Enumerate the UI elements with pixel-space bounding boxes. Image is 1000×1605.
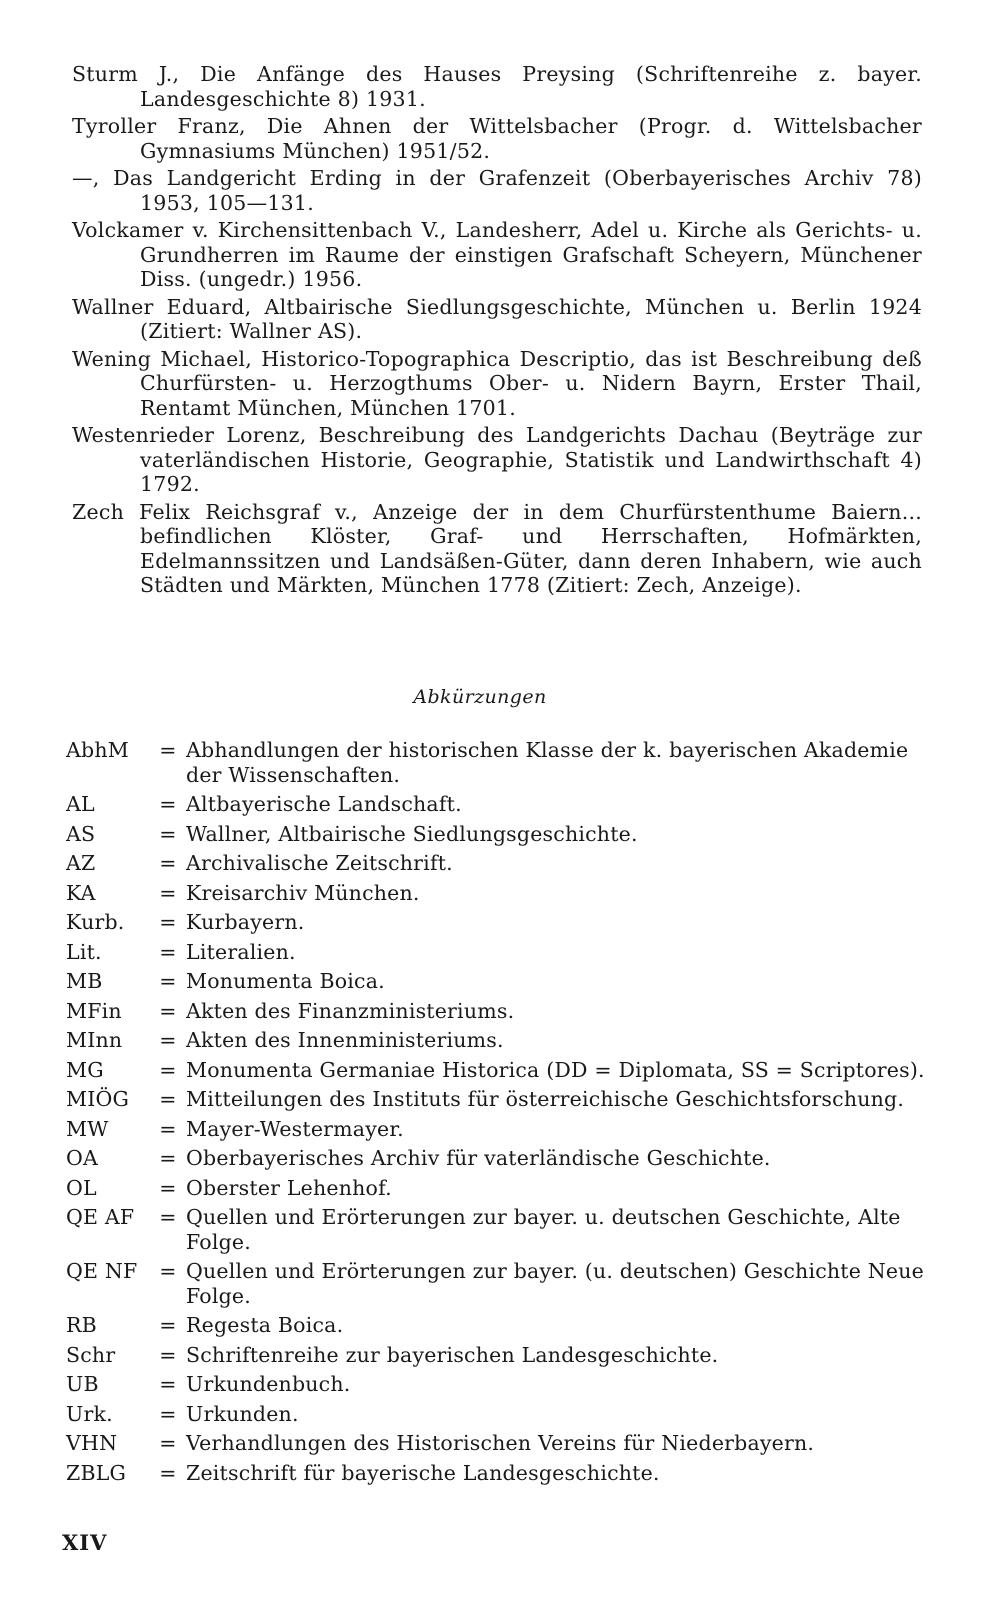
abbreviation-row: [66, 1343, 926, 1368]
abbreviation-definition: Akten des Finanzministeriums.: [186, 998, 515, 1023]
bibliography-list: [72, 62, 922, 601]
abbreviation-equals: =: [159, 880, 177, 905]
abbreviation-definition: Archivalische Zeitschrift.: [186, 851, 453, 875]
abbreviation-definition: Urkundenbuch.: [186, 1372, 351, 1396]
abbreviation-key: MFin: [66, 998, 122, 1023]
abbreviation-key: QE NF: [66, 1259, 138, 1283]
abbreviation-key: MB: [66, 969, 103, 993]
abbreviations-heading: Abkürzungen: [413, 686, 547, 708]
abbreviation-equals: =: [159, 910, 177, 934]
abbreviation-equals: =: [159, 1146, 177, 1170]
abbreviation-row: [66, 1117, 926, 1142]
abbreviation-key: QE AF: [66, 1205, 135, 1229]
abbreviation-definition: Altbayerische Landschaft.: [186, 792, 462, 816]
abbreviation-row: [66, 1431, 926, 1456]
abbreviation-row: [66, 1028, 926, 1053]
abbreviation-key: RB: [66, 1313, 97, 1337]
abbreviation-row: [66, 822, 926, 847]
abbreviation-equals: =: [159, 851, 177, 875]
abbreviation-row: [66, 881, 926, 906]
abbreviation-key: Urk.: [66, 1401, 113, 1426]
abbreviation-key: MIÖG: [66, 1087, 130, 1111]
abbreviation-definition: Zeitschrift für bayerische Landesgeschichte.: [186, 1460, 660, 1485]
abbreviation-equals: =: [159, 1313, 177, 1337]
abbreviation-equals: =: [159, 1372, 177, 1396]
abbreviation-key: OA: [66, 1146, 99, 1170]
abbreviation-definition: Akten des Innenministeriums.: [186, 1028, 504, 1052]
abbreviation-key: OL: [66, 1175, 97, 1200]
abbreviation-definition: Mitteilungen des Instituts für österreichische Geschichtsforschung.: [186, 1087, 905, 1111]
abbreviation-row: [66, 1146, 926, 1171]
bibliography-entry: Wallner Eduard, Altbairische Siedlungsgeschichte, München u. Berlin 1924 (Zitiert: Wallner AS).: [72, 294, 922, 343]
abbreviation-equals: =: [159, 1401, 177, 1426]
abbreviation-row: [66, 851, 926, 876]
bibliography-entry: Tyroller Franz, Die Ahnen der Wittelsbacher (Progr. d. Wittelsbacher Gymnasiums München) 1951/52.: [72, 114, 922, 163]
abbreviation-definition: Quellen und Erörterungen zur bayer. (u. deutschen) Geschichte Neue Folge.: [186, 1259, 924, 1308]
abbreviation-row: [66, 1259, 926, 1308]
abbreviation-key: Kurb.: [66, 910, 125, 934]
abbreviation-definition: Monumenta Germaniae Historica (DD = Diplomata, SS = Scriptores).: [186, 1057, 925, 1082]
abbreviation-key: MInn: [66, 1028, 123, 1052]
bibliography-entry: Sturm J., Die Anfänge des Hauses Preysing (Schriftenreihe z. bayer. Landesgeschichte 8) 1931.: [72, 62, 922, 111]
abbreviation-key: AS: [66, 821, 96, 846]
abbreviation-definition: Urkunden.: [186, 1401, 299, 1426]
abbreviation-key: Schr: [66, 1342, 116, 1367]
abbreviation-definition: Oberbayerisches Archiv für vaterländische Geschichte.: [186, 1146, 771, 1170]
abbreviation-equals: =: [159, 1087, 177, 1111]
page-number: XIV: [62, 1530, 108, 1555]
abbreviation-equals: =: [159, 821, 177, 846]
abbreviation-key: MG: [66, 1057, 104, 1082]
abbreviation-definition: Kreisarchiv München.: [186, 880, 420, 905]
abbreviation-row: [66, 1205, 926, 1254]
abbreviation-key: Lit.: [66, 939, 102, 964]
abbreviation-row: [66, 738, 926, 787]
abbreviation-key: ZBLG: [66, 1460, 127, 1485]
abbreviation-row: [66, 1313, 926, 1338]
abbreviation-definition: Verhandlungen des Historischen Vereins für Niederbayern.: [186, 1431, 815, 1455]
abbreviation-equals: =: [159, 792, 177, 816]
abbreviation-definition: Mayer-Westermayer.: [186, 1116, 404, 1141]
bibliography-entry: Westenrieder Lorenz, Beschreibung des Landgerichts Dachau (Beyträge zur vaterländischen Historie, Geographie, Statistik und Landwirthschaft 4) 1792.: [72, 423, 922, 496]
abbreviation-equals: =: [159, 1205, 177, 1229]
abbreviation-key: AbhM: [66, 738, 129, 762]
abbreviation-key: VHN: [66, 1431, 118, 1455]
abbreviation-equals: =: [159, 939, 177, 964]
abbreviation-definition: Monumenta Boica.: [186, 969, 385, 993]
abbreviation-equals: =: [159, 998, 177, 1023]
abbreviation-definition: Quellen und Erörterungen zur bayer. u. deutschen Geschichte, Alte Folge.: [186, 1205, 901, 1254]
abbreviation-row: [66, 1402, 926, 1427]
abbreviation-key: MW: [66, 1116, 109, 1141]
abbreviation-definition: Kurbayern.: [186, 910, 305, 934]
abbreviation-equals: =: [159, 1057, 177, 1082]
abbreviation-row: [66, 1058, 926, 1083]
abbreviation-key: AZ: [66, 851, 96, 875]
abbreviation-key: AL: [66, 792, 95, 816]
abbreviation-row: [66, 1372, 926, 1397]
abbreviation-equals: =: [159, 738, 177, 762]
abbreviation-definition: Schriftenreihe zur bayerischen Landesgeschichte.: [186, 1342, 719, 1367]
abbreviation-row: [66, 792, 926, 817]
bibliography-entry: Wening Michael, Historico-Topographica Descriptio, das ist Beschreibung deß Churfürsten- u. Herzogthums Ober- u. Nidern Bayrn, Erster Thail, Rentamt München, München 1701.: [72, 346, 922, 420]
abbreviation-definition: Regesta Boica.: [186, 1313, 344, 1337]
abbreviation-key: UB: [66, 1372, 99, 1396]
abbreviation-equals: =: [159, 1431, 177, 1455]
abbreviation-row: [66, 1461, 926, 1486]
bibliography-entry: Volckamer v. Kirchensittenbach V., Landesherr, Adel u. Kirche als Gerichts- u. Grundherren im Raume der einstigen Grafschaft Scheyern, Münchener Diss. (ungedr.) 1956.: [72, 218, 922, 291]
abbreviation-row: [66, 969, 926, 994]
abbreviations-list: [66, 738, 926, 1490]
abbreviation-row: [66, 940, 926, 965]
bibliography-entry: —, Das Landgericht Erding in der Grafenzeit (Oberbayerisches Archiv 78) 1953, 105—131.: [72, 166, 922, 215]
abbreviation-definition: Oberster Lehenhof.: [186, 1175, 392, 1200]
abbreviation-equals: =: [159, 1342, 177, 1367]
abbreviation-equals: =: [159, 1116, 177, 1141]
bibliography-entry: Zech Felix Reichsgraf v., Anzeige der in dem Churfürstenthume Baiern... befindlichen Klöster, Graf- und Herrschaften, Hofmärkten, Edelmannssitzen und Landsäßen-Güter, dann deren Inhabern, wie auch Städten und Märkten, München 1778 (Zitiert: Zech, Anzeige).: [72, 499, 922, 597]
abbreviation-row: [66, 999, 926, 1024]
abbreviation-equals: =: [159, 1175, 177, 1200]
abbreviation-row: [66, 910, 926, 935]
abbreviation-row: [66, 1176, 926, 1201]
abbreviation-equals: =: [159, 969, 177, 993]
abbreviation-key: KA: [66, 880, 96, 905]
abbreviation-equals: =: [159, 1028, 177, 1052]
abbreviation-row: [66, 1087, 926, 1112]
abbreviation-definition: Abhandlungen der historischen Klasse der k. bayerischen Akademie der Wissenschaften.: [186, 738, 909, 787]
abbreviation-equals: =: [159, 1259, 177, 1283]
abbreviation-equals: =: [159, 1460, 177, 1485]
abbreviation-definition: Literalien.: [186, 939, 296, 964]
abbreviation-definition: Wallner, Altbairische Siedlungsgeschichte.: [186, 821, 638, 846]
